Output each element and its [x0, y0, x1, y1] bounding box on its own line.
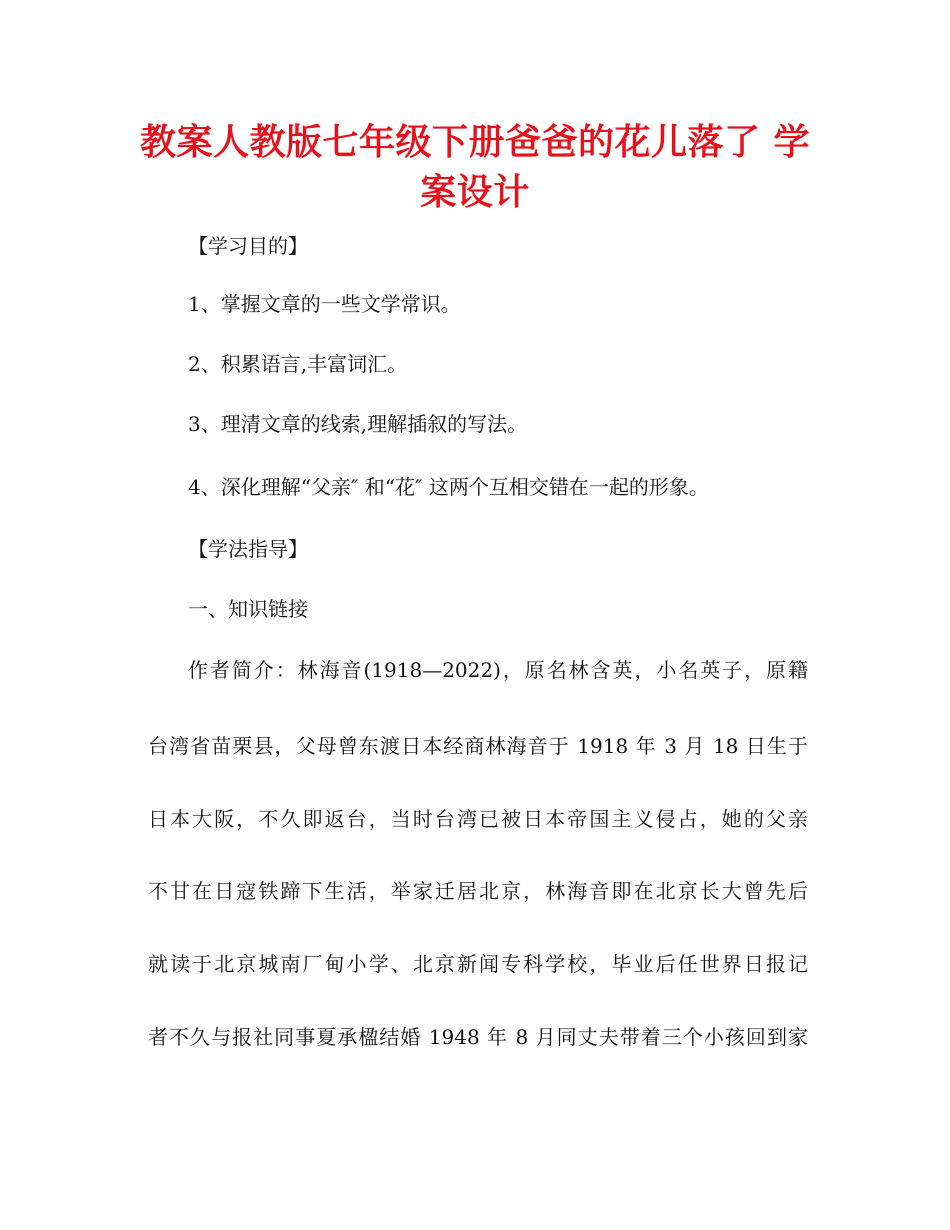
knowledge-heading: 一、知识链接 [188, 597, 308, 621]
author-intro-line: 不甘在日寇铁蹄下生活，举家迁居北京，林海音即在北京长大曾先后 [148, 879, 808, 903]
document-title: 教案人教版七年级下册爸爸的花儿落了 学案设计 [139, 122, 811, 213]
author-intro-line: 日本大阪，不久即返台，当时台湾已被日本帝国主义侵占，她的父亲 [148, 807, 808, 831]
author-intro-line: 者不久与报社同事夏承楹结婚 1948 年 8 月同丈夫带着三个小孩回到家 [148, 1025, 808, 1049]
method-heading: 【学法指导】 [188, 537, 308, 561]
objective-item: 2、积累语言,丰富词汇。 [188, 352, 408, 376]
author-intro-line: 作者简介：林海音(1918—2022)，原名林含英，小名英子，原籍 [188, 658, 808, 682]
objectives-heading: 【学习目的】 [188, 234, 308, 258]
objective-item: 1、掌握文章的一些文学常识。 [188, 292, 461, 316]
author-intro-line: 台湾省苗栗县，父母曾东渡日本经商林海音于 1918 年 3 月 18 日生于 [148, 734, 808, 758]
objective-item: 3、理清文章的线索,理解插叙的写法。 [188, 412, 528, 436]
objective-item: 4、深化理解“父亲″ 和“花″ 这两个互相交错在一起的形象。 [188, 475, 709, 499]
author-intro-line: 就读于北京城南厂甸小学、北京新闻专科学校，毕业后任世界日报记 [148, 952, 808, 976]
